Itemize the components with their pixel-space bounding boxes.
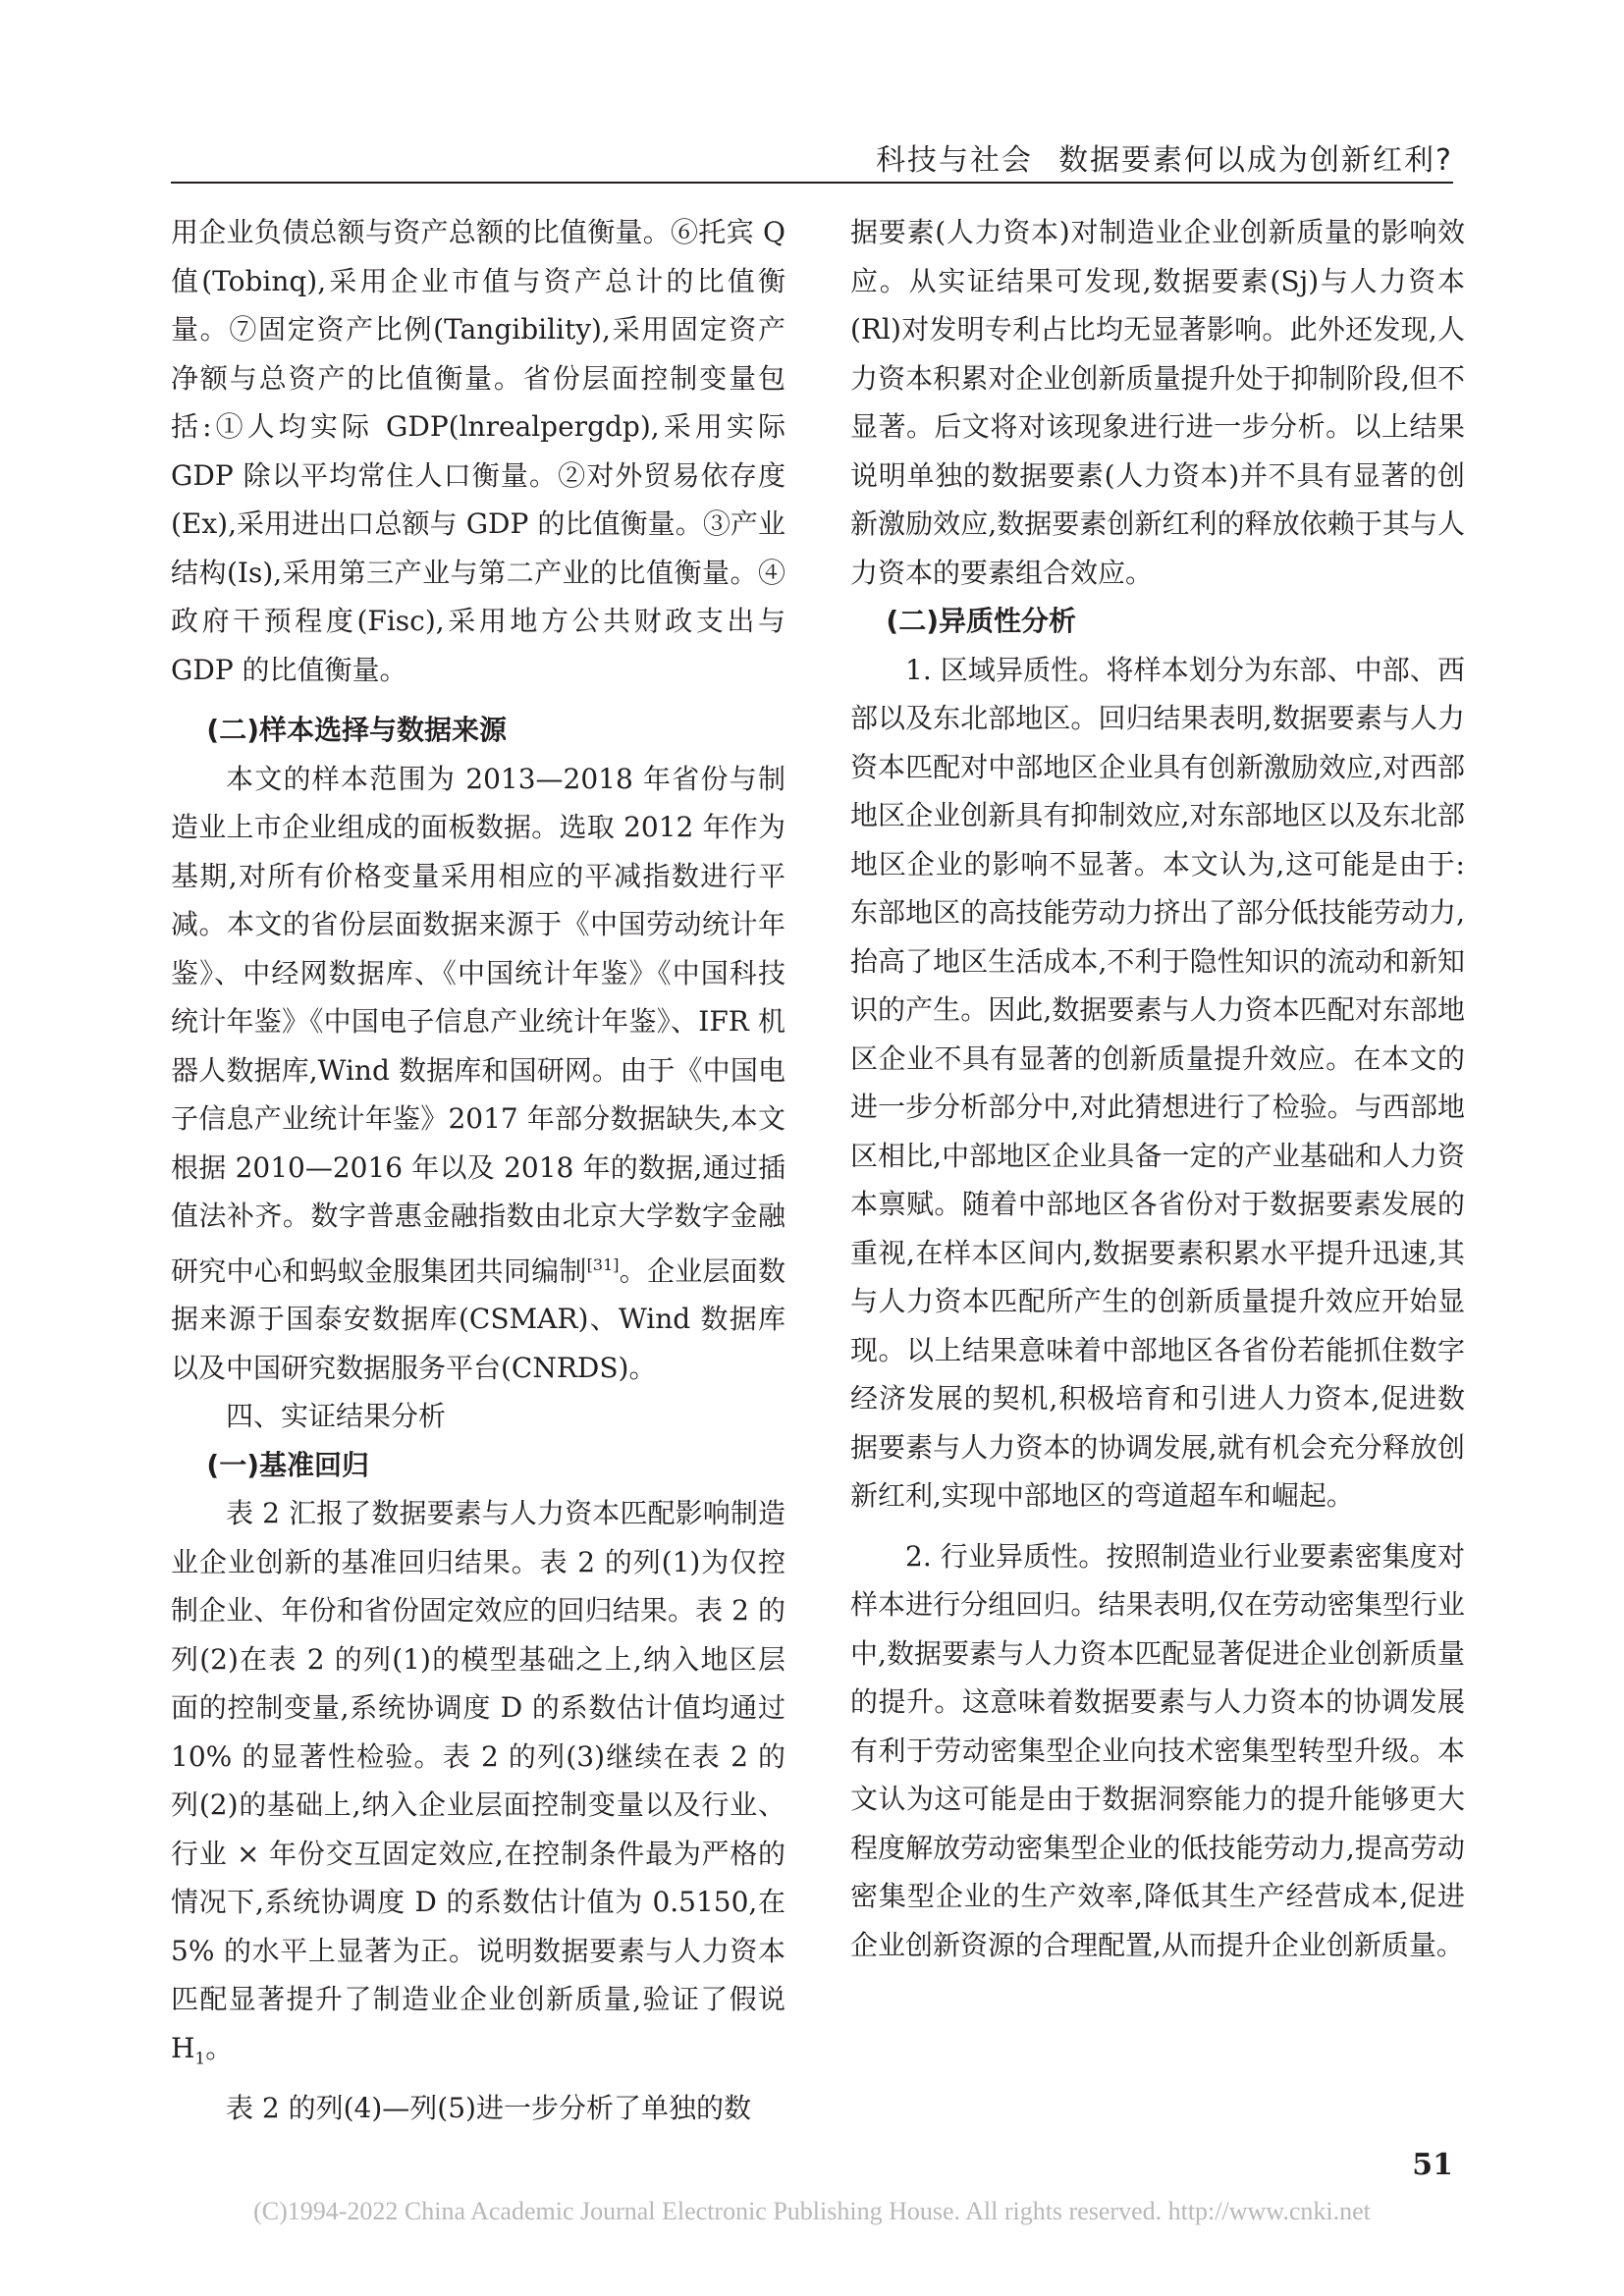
paragraph: 1. 区域异质性。将样本划分为东部、中部、西部以及东北部地区。回归结果表明,数据要素与人力资本匹配对中部地区企业具有创新激励效应,对西部地区企业创新具有抑制效应,对东部地区以及东北部地区企业的影响不显著。本文认为,这可能是由于:东部地区的高技能劳动力挤出了部分低技能劳动力,抬高了地区生活成本,不利于隐性知识的流动和新知识的产生。因此,数据要素与人力资本匹配对东部地区企业不具有显著的创新质量提升效应。在本文的进一步分析部分中,对此猜想进行了检验。与西部地区相比,中部地区企业具备一定的产业基础和人力资本禀赋。随着中部地区各省份对于数据要素发展的重视,在样本区间内,数据要素积累水平提升迅速,其与人力资本匹配所产生的创新质量提升效应开始显现。以上结果意味着中部地区各省份若能抓住数字经济发展的契机,积极培育和引进人力资本,促进数据要素与人力资本的协调发展,就有机会充分释放创新红利,实现中部地区的弯道超车和崛起。 — [850, 653, 1465, 1512]
paragraph: 表 2 的列(4)—列(5)进一步分析了单独的数 — [226, 2091, 751, 2124]
paragraph — [171, 755, 785, 1393]
journal-section: 科技与社会 — [876, 143, 1034, 178]
citation: [31] — [586, 1255, 620, 1274]
subsection-heading: (二)样本选择与数据来源 — [206, 714, 507, 746]
article-title: 数据要素何以成为创新红利? — [1058, 143, 1453, 178]
header-rule — [171, 182, 1453, 184]
paragraph-text: 表 2 汇报了数据要素与人力资本匹配影响制造业企业创新的基准回归结果。表 2 的列(1)为仅控制企业、年份和省份固定效应的回归结果。表 2 的列(2)在表 2 的列(1)的模型基础之上,纳入地区层面的控制变量,系统协调度 D 的系数估计值均通过 10% 的显著性检验。表 2 的列(3)继续在表 2 的列(2)的基础上,纳入企业层面控制变量以及行业、行业 × 年份交互固定效应,在控制条件最为严格的情况下,系统协调度 D 的系数估计值为 0.5150,在 5% 的水平上显著为正。说明数据要素与人力资本匹配显著提升了制造业企业创新质量,验证了假说 H — [171, 1497, 785, 2064]
subsection-heading: (一)基准回归 — [206, 1448, 369, 1481]
paragraph — [171, 1489, 785, 2084]
section-heading: 四、实证结果分析 — [226, 1400, 447, 1433]
paragraph: 2. 行业异质性。按照制造业行业要素密集度对样本进行分组回归。结果表明,仅在劳动密集型行业中,数据要素与人力资本匹配显著促进企业创新质量的提升。这意味着数据要素与人力资本的协调发展有利于劳动密集型企业向技术密集型转型升级。本文认为这可能是由于数据洞察能力的提升能够更大程度解放劳动密集型企业的低技能劳动力,提高劳动密集型企业的生产效率,降低其生产经营成本,促进企业创新资源的合理配置,从而提升企业创新质量。 — [850, 1539, 1465, 1961]
paragraph-text: 。 — [205, 2031, 234, 2064]
copyright-footer: (C)1994-2022 China Academic Journal Electronic Publishing House. All rights reserved. http://www.cnki.net — [253, 2197, 1371, 2225]
right-column — [850, 208, 1465, 1969]
page-number: 51 — [1412, 2148, 1453, 2182]
subsection-heading: (二)异质性分析 — [886, 605, 1076, 637]
paragraph-text: 。企业层面数据来源于国泰安数据库(CSMAR)、Wind 数据库以及中国研究数据服务平台(CNRDS)。 — [171, 1254, 785, 1384]
paragraph: 用企业负债总额与资产总额的比值衡量。⑥托宾 Q 值(Tobinq),采用企业市值与资产总计的比值衡量。⑦固定资产比例(Tangibility),采用固定资产净额与总资产的比值衡量。省份层面控制变量包括:①人均实际 GDP(lnrealpergdp),采用实际 GDP 除以平均常住人口衡量。②对外贸易依存度(Ex),采用进出口总额与 GDP 的比值衡量。③产业结构(Is),采用第三产业与第二产业的比值衡量。④政府干预程度(Fisc),采用地方公共财政支出与 GDP 的比值衡量。 — [171, 216, 785, 686]
running-header — [171, 135, 1453, 179]
paragraph: 据要素(人力资本)对制造业企业创新质量的影响效应。从实证结果可发现,数据要素(Sj)与人力资本(Rl)对发明专利占比均无显著影响。此外还发现,人力资本积累对企业创新质量提升处于抑制阶段,但不显著。后文将对该现象进行进一步分析。以上结果说明单独的数据要素(人力资本)并不具有显著的创新激励效应,数据要素创新红利的释放依赖于其与人力资本的要素组合效应。 — [850, 216, 1465, 589]
paragraph-text: 本文的样本范围为 2013—2018 年省份与制造业上市企业组成的面板数据。选取 2012 年作为基期,对所有价格变量采用相应的平减指数进行平减。本文的省份层面数据来源于《中国劳动统计年鉴》、中经网数据库、《中国统计年鉴》《中国科技统计年鉴》《中国电子信息产业统计年鉴》、IFR 机器人数据库,Wind 数据库和国研网。由于《中国电子信息产业统计年鉴》2017 年部分数据缺失,本文根据 2010—2016 年以及 2018 年的数据,通过插值法补齐。数字普惠金融指数由北京大学数字金融研究中心和蚂蚁金服集团共同编制 — [171, 762, 785, 1287]
subscript: 1 — [194, 2049, 206, 2069]
left-column — [171, 208, 785, 2132]
